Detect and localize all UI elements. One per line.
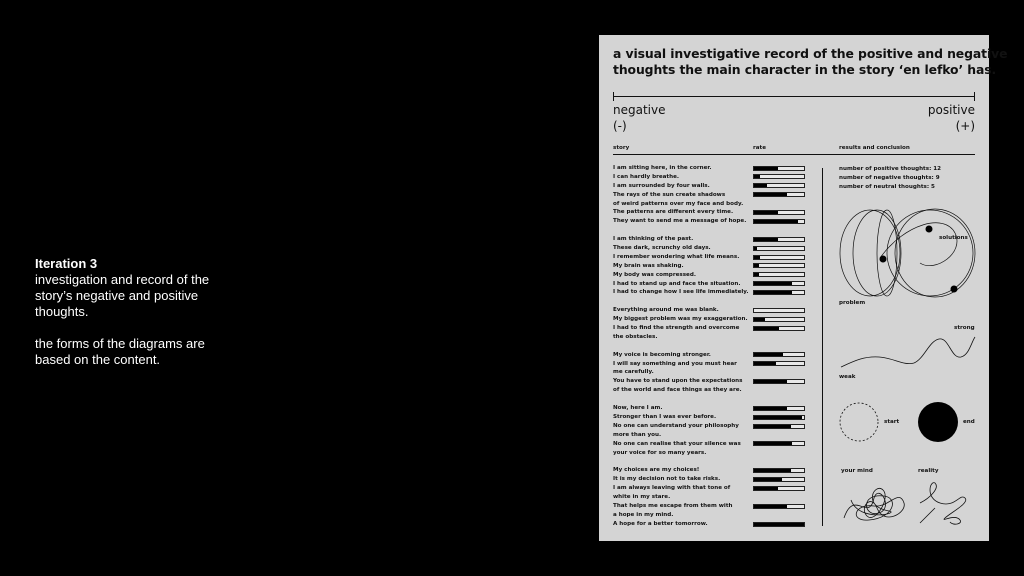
- rate-bar-fill: [754, 220, 798, 223]
- orbits-diagram: [835, 203, 985, 303]
- rate-bar-fill: [754, 264, 759, 267]
- story-line: Everything around me was blank.: [613, 307, 719, 314]
- rate-bar: [753, 352, 805, 357]
- rate-bar-fill: [754, 167, 778, 170]
- rate-bar: [753, 415, 805, 420]
- rate-bar: [753, 361, 805, 366]
- caption-line: story’s negative and positive: [35, 288, 199, 303]
- label-problem: problem: [839, 300, 866, 306]
- rate-bar: [753, 424, 805, 429]
- negative-word: negative: [613, 103, 666, 117]
- poster-title: [613, 46, 1008, 78]
- story-gap: [613, 297, 783, 306]
- your-mind-scribble: [839, 478, 909, 528]
- story-line: My choices are my choices!: [613, 467, 700, 474]
- rate-bar: [753, 183, 805, 188]
- orbit-dot: [926, 226, 933, 233]
- label-start: start: [884, 419, 900, 425]
- rate-bar-fill: [754, 247, 757, 250]
- story-line: Stronger than I was ever before.: [613, 413, 717, 420]
- rate-bar: [753, 379, 805, 384]
- story-line: I had to stand up and face the situation.: [613, 280, 741, 287]
- story-line: No one can understand your philosophy: [613, 422, 739, 429]
- story-line: of the world and face things as they are.: [613, 387, 742, 394]
- caption-line: investigation and record of the: [35, 272, 210, 287]
- rate-bar: [753, 308, 805, 313]
- rate-bar: [753, 504, 805, 509]
- rate-bar: [753, 522, 805, 527]
- label-end: end: [963, 419, 975, 425]
- story-line: a hope in my mind.: [613, 511, 674, 518]
- rate-bar-fill: [754, 318, 765, 321]
- rate-bar: [753, 255, 805, 260]
- label-your-mind: your mind: [841, 468, 873, 474]
- caption-line: the forms of the diagrams are: [35, 336, 205, 351]
- label-weak: weak: [839, 374, 856, 380]
- rate-bar-fill: [754, 362, 776, 365]
- rate-bar-fill: [754, 193, 787, 196]
- orbit-dot: [951, 286, 958, 293]
- col-header-rate: rate: [753, 145, 767, 151]
- rate-bar-fill: [754, 353, 783, 356]
- story-line: I had to change how I see life immediately.: [613, 289, 749, 296]
- rate-bar: [753, 210, 805, 215]
- story-line: of weird patterns over my face and body.: [613, 200, 744, 207]
- rate-bar: [753, 468, 805, 473]
- story-line: Now, here I am.: [613, 405, 663, 412]
- stat-negative: number of negative thoughts: 9: [839, 174, 940, 181]
- rate-bar-fill: [754, 273, 759, 276]
- caption-line: based on the content.: [35, 352, 161, 367]
- story-line: the obstacles.: [613, 333, 658, 340]
- header-rule: [613, 154, 975, 155]
- positive-label: [928, 102, 975, 134]
- rate-bar: [753, 486, 805, 491]
- rate-bar-fill: [754, 505, 787, 508]
- story-line: You have to stand upon the expectations: [613, 378, 743, 385]
- story-line: more than you.: [613, 431, 662, 438]
- story-gap: [613, 395, 783, 404]
- story-line: I am always leaving with that tone of: [613, 485, 731, 492]
- results-divider: [822, 168, 823, 526]
- rate-bar-fill: [754, 380, 787, 383]
- story-line: My voice is becoming stronger.: [613, 351, 711, 358]
- caption-line: thoughts.: [35, 304, 89, 319]
- rate-bar: [753, 263, 805, 268]
- story-line: No one can realise that your silence was: [613, 440, 741, 447]
- rate-bar-fill: [754, 407, 787, 410]
- positive-word: positive: [927, 103, 975, 117]
- reality-scribble: [915, 478, 975, 528]
- poster-title-line: a visual investigative record of the positive and negative: [613, 46, 1008, 61]
- poster: [599, 35, 1008, 541]
- story-line: I am surrounded by four walls.: [613, 182, 710, 189]
- negative-sign: (-): [613, 119, 627, 133]
- story-line: It is my decision not to take risks.: [613, 476, 721, 483]
- rate-bar-fill: [754, 175, 760, 178]
- label-reality: reality: [918, 468, 939, 474]
- story-gap: [613, 342, 783, 351]
- label-solutions: solutions: [939, 235, 968, 241]
- stats: [839, 165, 941, 192]
- scale-line: [613, 96, 975, 97]
- rate-bar: [753, 477, 805, 482]
- story-line: I am sitting here, in the corner.: [613, 165, 712, 171]
- story-gap: [613, 226, 783, 235]
- story-gap: [613, 457, 783, 466]
- rate-bar: [753, 174, 805, 179]
- side-caption: [35, 256, 245, 368]
- rate-bar: [753, 441, 805, 446]
- start-circle: [839, 401, 879, 443]
- rate-bar: [753, 272, 805, 277]
- rate-bar-fill: [754, 487, 778, 490]
- story-line: I am thinking of the past.: [613, 236, 694, 243]
- rate-bar: [753, 237, 805, 242]
- rate-bar: [753, 406, 805, 411]
- rate-bar-fill: [754, 523, 804, 526]
- rate-bar: [753, 326, 805, 331]
- rate-bar-fill: [754, 238, 778, 241]
- story-line: I can hardly breathe.: [613, 173, 679, 180]
- story-line: That helps me escape from them with: [613, 502, 733, 509]
- rate-bar-fill: [754, 256, 760, 259]
- story-line: I remember wondering what life means.: [613, 253, 740, 260]
- label-strong: strong: [954, 325, 975, 331]
- rate-bar-fill: [754, 425, 791, 428]
- rate-bar-fill: [754, 327, 779, 330]
- rate-bar: [753, 317, 805, 322]
- wave-line: [841, 337, 975, 367]
- negative-label: [613, 102, 665, 134]
- rate-bar: [753, 192, 805, 197]
- story-line: They want to send me a message of hope.: [613, 218, 747, 225]
- col-header-story: story: [613, 145, 630, 151]
- story-line: A hope for a better tomorrow.: [613, 520, 708, 527]
- story-line: your voice for so many years.: [613, 449, 707, 456]
- wave-diagram: [839, 331, 979, 373]
- stat-neutral: number of neutral thoughts: 5: [839, 183, 935, 190]
- story-line: I had to find the strength and overcome: [613, 325, 740, 332]
- col-header-results: results and conclusion: [839, 145, 910, 151]
- story-line: white in my stare.: [613, 493, 671, 500]
- rate-bar: [753, 281, 805, 286]
- story-line: I will say something and you must hear: [613, 360, 737, 367]
- rate-bar: [753, 246, 805, 251]
- stat-positive: number of positive thoughts: 12: [839, 166, 942, 172]
- poster-title-line: thoughts the main character in the story ‘en lefko’ has.: [613, 62, 997, 77]
- story-line: The patterns are different every time.: [613, 209, 734, 216]
- story-line: My biggest problem was my exaggeration.: [613, 316, 748, 323]
- story-line: My body was compressed.: [613, 271, 696, 278]
- rate-bar-fill: [754, 282, 792, 285]
- rate-bar: [753, 219, 805, 224]
- story-line: These dark, scrunchy old days.: [613, 245, 711, 252]
- rate-bar-fill: [754, 442, 792, 445]
- rate-bar-fill: [754, 184, 767, 187]
- story-line: The rays of the sun create shadows: [613, 191, 726, 198]
- end-circle: [917, 401, 959, 443]
- rate-bar-fill: [754, 478, 782, 481]
- rate-bar: [753, 290, 805, 295]
- story-line: me carefully.: [613, 369, 654, 376]
- scale-tick: [974, 92, 975, 101]
- rate-bar-fill: [754, 416, 802, 419]
- story-line: My brain was shaking.: [613, 262, 684, 269]
- rate-bar: [753, 166, 805, 171]
- orbit-dot: [880, 256, 887, 263]
- rate-bar-fill: [754, 291, 792, 294]
- iteration-title: Iteration 3: [35, 256, 98, 271]
- rate-bar-fill: [754, 469, 791, 472]
- rate-bar-fill: [754, 211, 778, 214]
- positive-sign: (+): [955, 119, 975, 133]
